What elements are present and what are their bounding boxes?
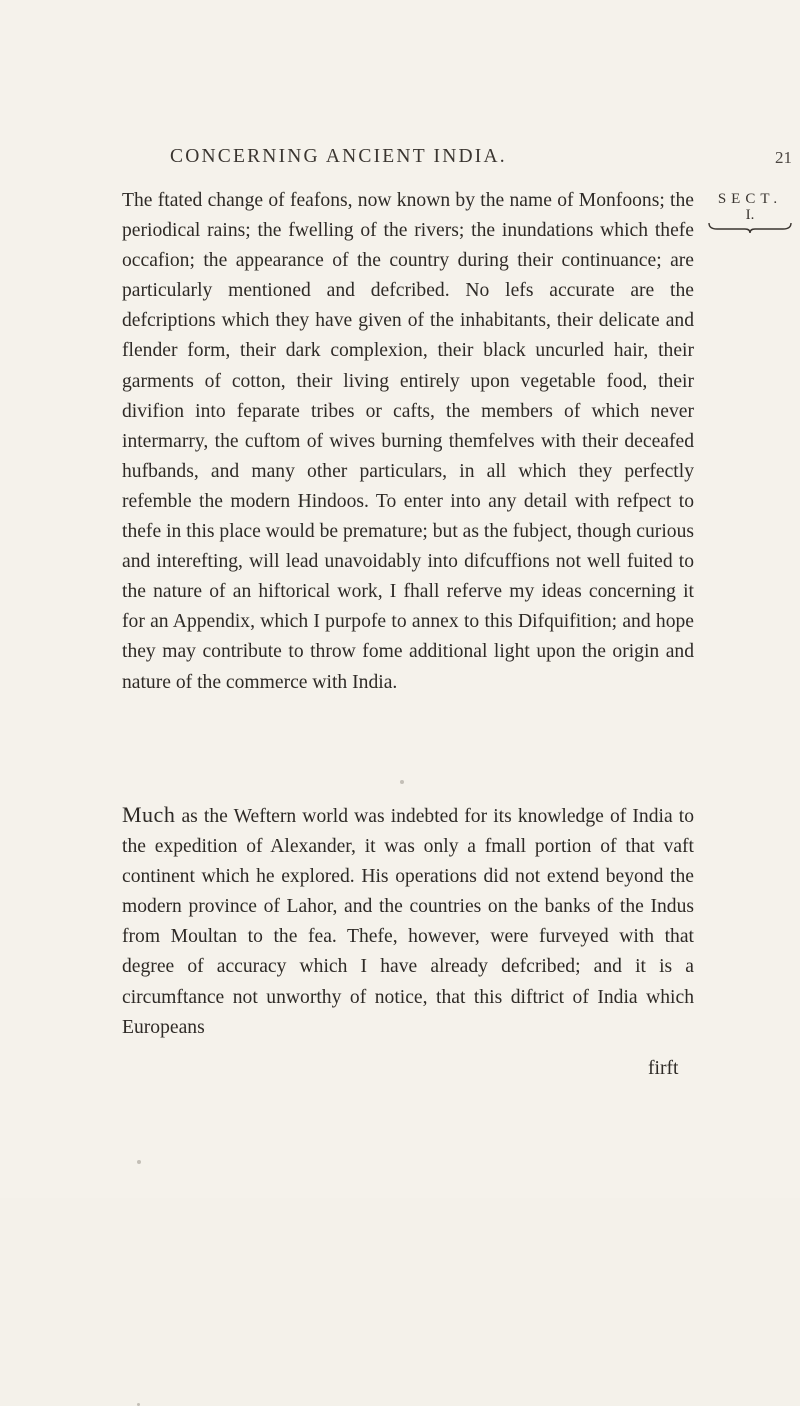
section-number: I. bbox=[745, 207, 755, 223]
paragraph-text: The ftated change of feafons, now known by the name of Monfoons; the periodical rains; the fwelling of the rivers; the inundations which thefe occafion; the appearance of the country during their continuance; are particularly mentioned and defcribed. No lefs accurate are the defcriptions which they have given of the inhabitants, their delicate and flender form, their dark complexion, their black uncurled hair, their garments of cotton, their living entirely upon vegetable food, their divifion into feparate tribes or cafts, the members of which never intermarry, the cuftom of wives burning themfelves with their deceafed hufbands, and many other particulars, in all which they perfectly refemble the modern Hindoos. To enter into any detail with refpect to thefe in this place would be premature; but as the fubject, though curious and interefting, will lead unavoidably into difcuffions not well fuited to the nature of an hiftorical work, I fhall referve my ideas concerning it for an Appendix, which I purpofe to annex to this Difquifition; and hope they may contribute to throw fome additional light upon the origin and nature of the commerce with India. bbox=[122, 190, 694, 693]
page-number: 21 bbox=[775, 148, 792, 167]
section-marginal-note bbox=[702, 190, 798, 234]
paper-speck bbox=[400, 780, 404, 784]
catchword: firft bbox=[648, 1058, 679, 1079]
section-label: SECT. bbox=[717, 191, 783, 207]
brace-icon bbox=[707, 222, 793, 234]
paper-speck bbox=[137, 1160, 141, 1164]
body-paragraph-2 bbox=[122, 800, 694, 1043]
paragraph-text bbox=[122, 800, 694, 1043]
body-paragraph-1 bbox=[122, 186, 694, 698]
paragraph-body: as the Weftern world was indebted for its knowledge of India to the expedition of Alexander, it was only a fmall portion of that vaft continent which he explored. His operations did not extend beyond the modern province of Lahor, and the countries on the banks of the Indus from Moultan to the fea. Thefe, however, were furveyed with that degree of accuracy which I have already defcribed; and it is a circumftance not unworthy of notice, that this diftrict of India which Europeans bbox=[122, 806, 694, 1038]
paragraph-lead-word: Much bbox=[122, 802, 176, 827]
running-title: CONCERNING ANCIENT INDIA. bbox=[170, 146, 507, 167]
